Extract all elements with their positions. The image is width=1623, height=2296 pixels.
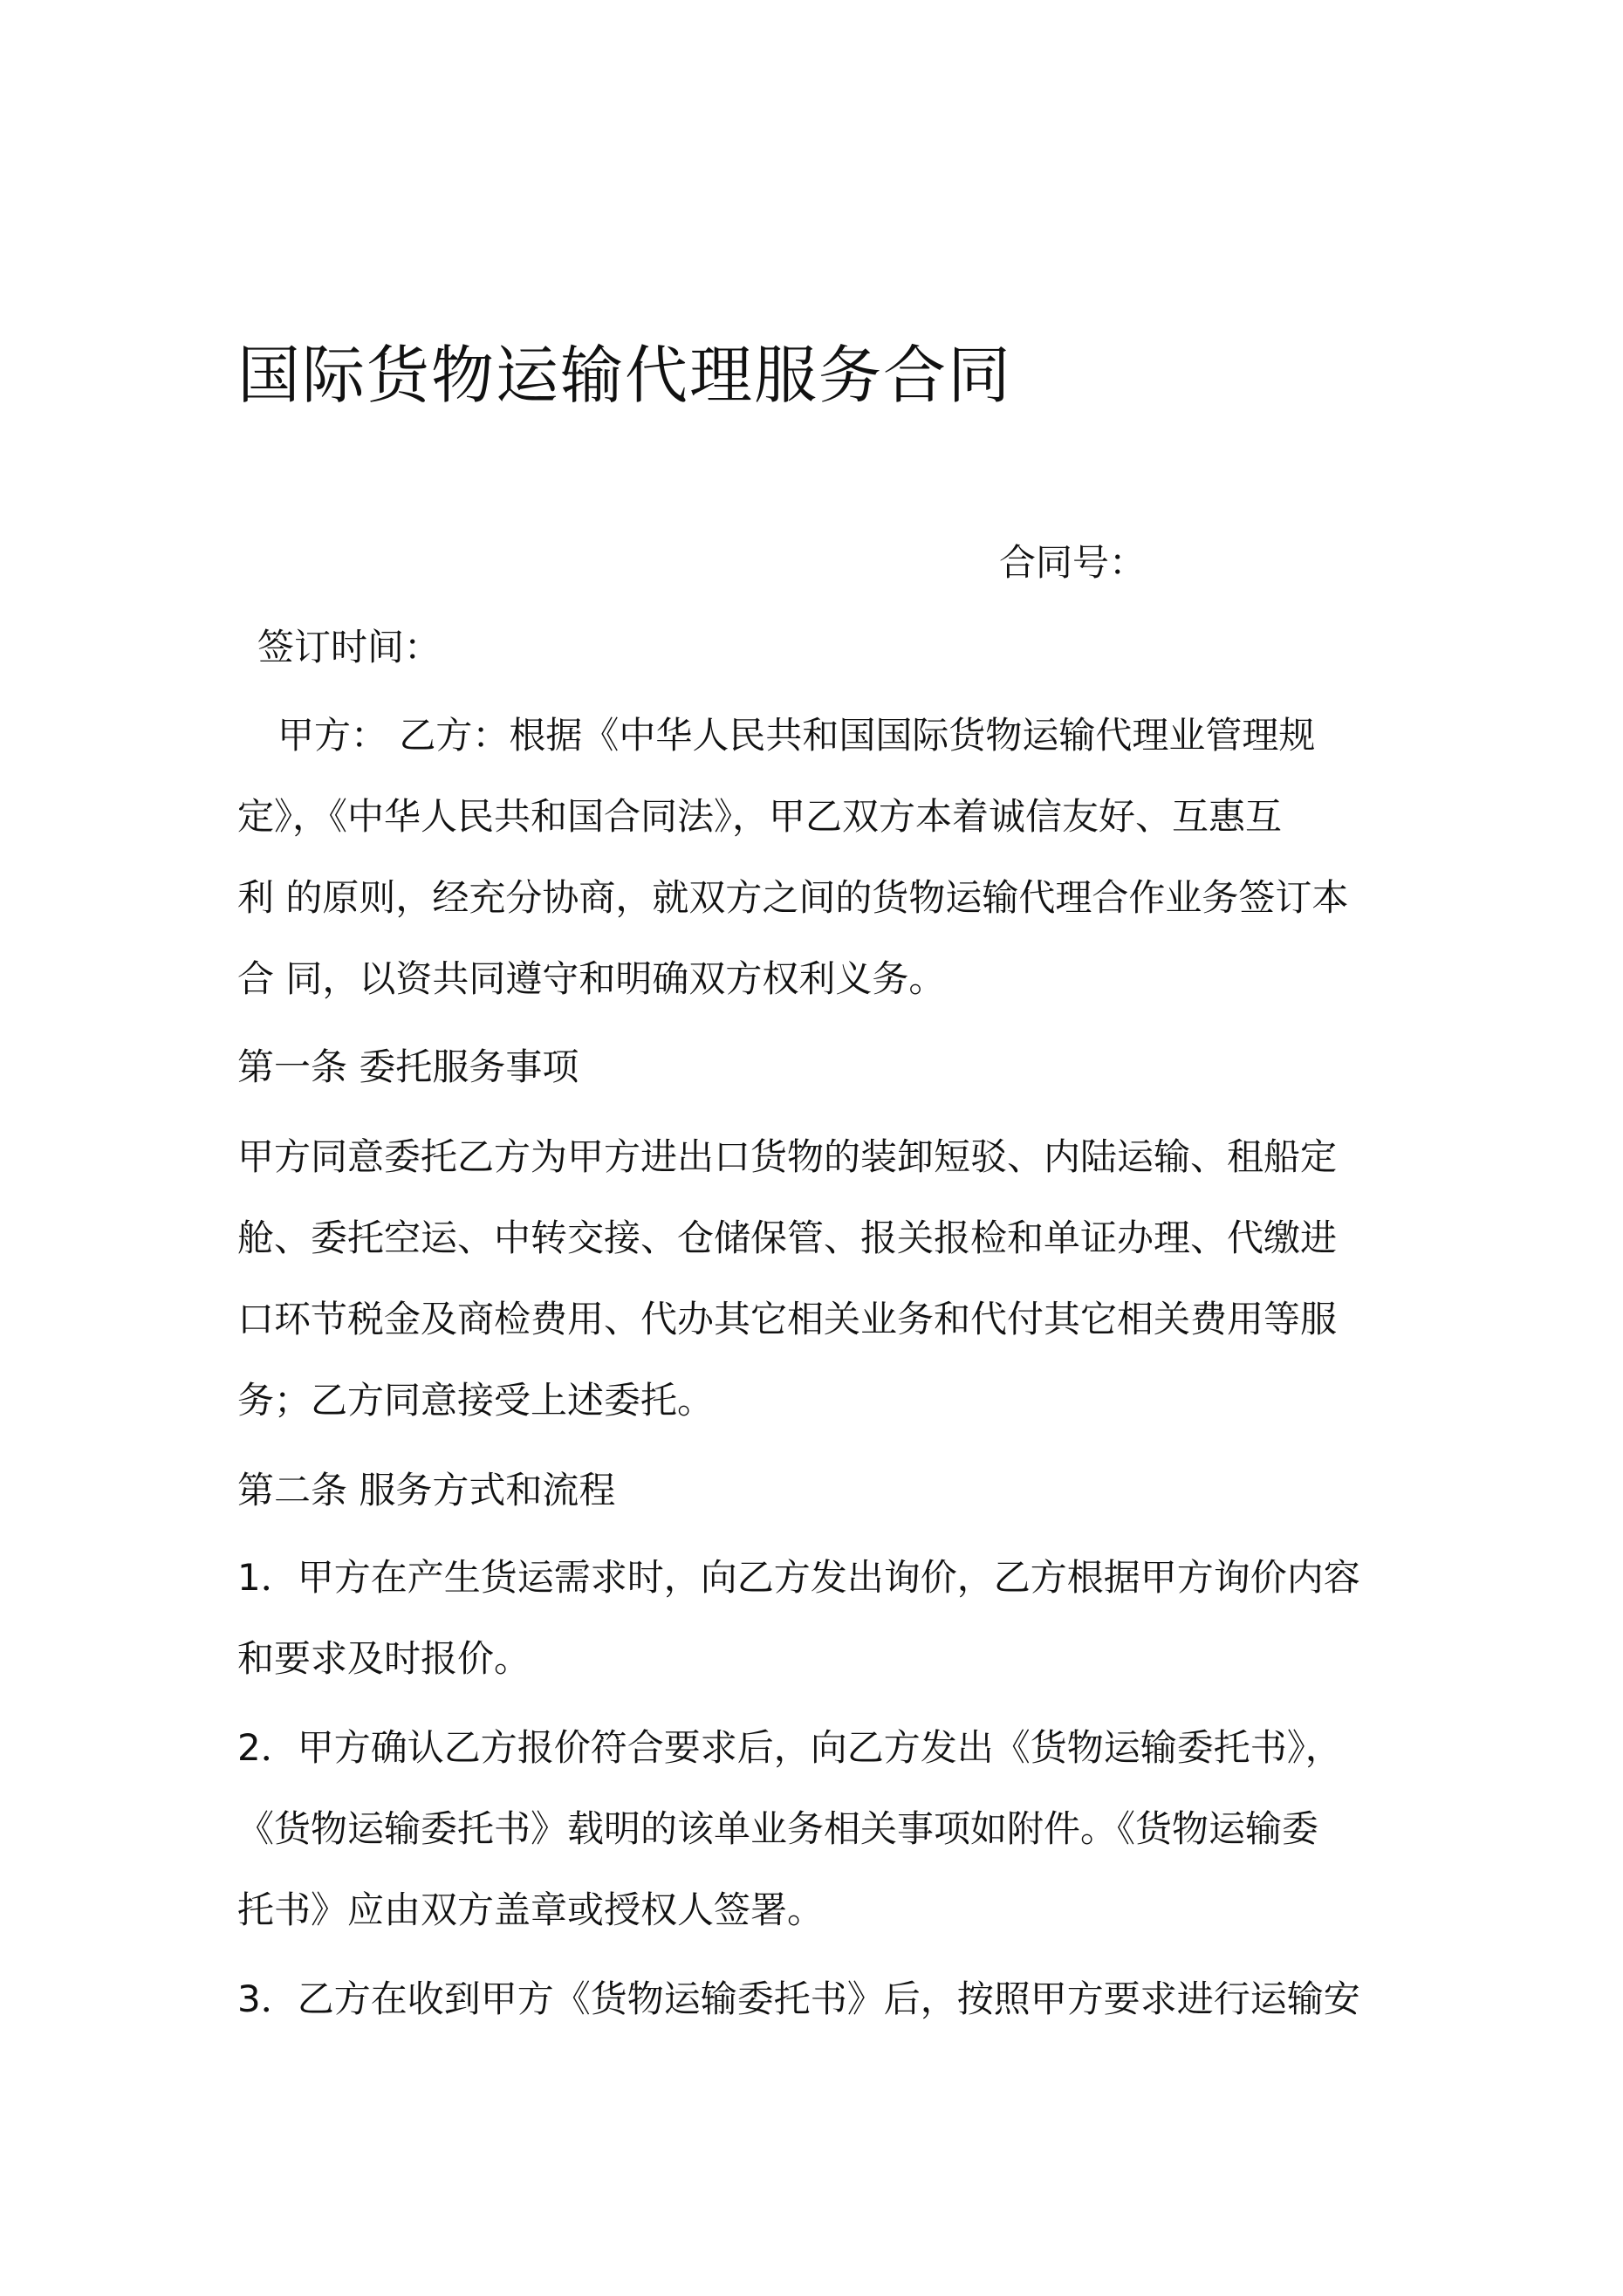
sign-date-label: 签订时间：	[257, 626, 442, 668]
article-1-line-2: 舱、委托空运、中转交接、仓储保管、报关报检和单证办理、代缴进	[237, 1217, 1338, 1259]
article-1-line-3: 口环节税金及商检费用、代办其它相关业务和代付其它相关费用等服	[237, 1298, 1338, 1340]
preamble-line-1: 甲方： 乙方：根据《中华人民共和国国际货物运输代理业管理规	[277, 714, 1316, 757]
article-2-item-3-line-1: 3．乙方在收到甲方《货物运输委托书》后，按照甲方要求进行运输安	[237, 1977, 1360, 2020]
article-2-item-1-line-1: 1．甲方在产生货运需求时，向乙方发出询价，乙方根据甲方询价内容	[237, 1556, 1360, 1599]
preamble-line-4: 合 同，以资共同遵守和明确双方权利义务。	[237, 957, 946, 1000]
article-1-line-4: 务；乙方同意接受上述委托。	[237, 1379, 715, 1422]
contract-number-label: 合同号：	[999, 541, 1147, 584]
document-title: 国际货物运输代理服务合同	[237, 339, 1013, 412]
preamble-line-3: 利 的原则，经充分协商，就双方之间的货物运输代理合作业务签订本	[237, 876, 1349, 919]
article-2-heading: 第二条 服务方式和流程	[237, 1469, 616, 1511]
article-2-item-2-line-1: 2．甲方确认乙方报价符合要求后，向乙方发出《货物运输委托书》，	[237, 1726, 1342, 1769]
preamble-line-2: 定》，《中华人民共和国合同法》，甲乙双方本着诚信友好、互惠互	[237, 795, 1283, 838]
article-1-line-1: 甲方同意委托乙方为甲方进出口货物的装卸短驳、内陆运输、租船定	[237, 1135, 1338, 1178]
article-2-item-2-line-3: 托书》应由双方盖章或授权人签署。	[237, 1888, 825, 1931]
article-2-item-2-line-2: 《货物运输委托书》载明的该单业务相关事项如附件。《货物运输委	[237, 1807, 1319, 1850]
article-1-heading: 第一条 委托服务事项	[237, 1045, 579, 1088]
article-2-item-1-line-2: 和要求及时报价。	[237, 1637, 531, 1680]
